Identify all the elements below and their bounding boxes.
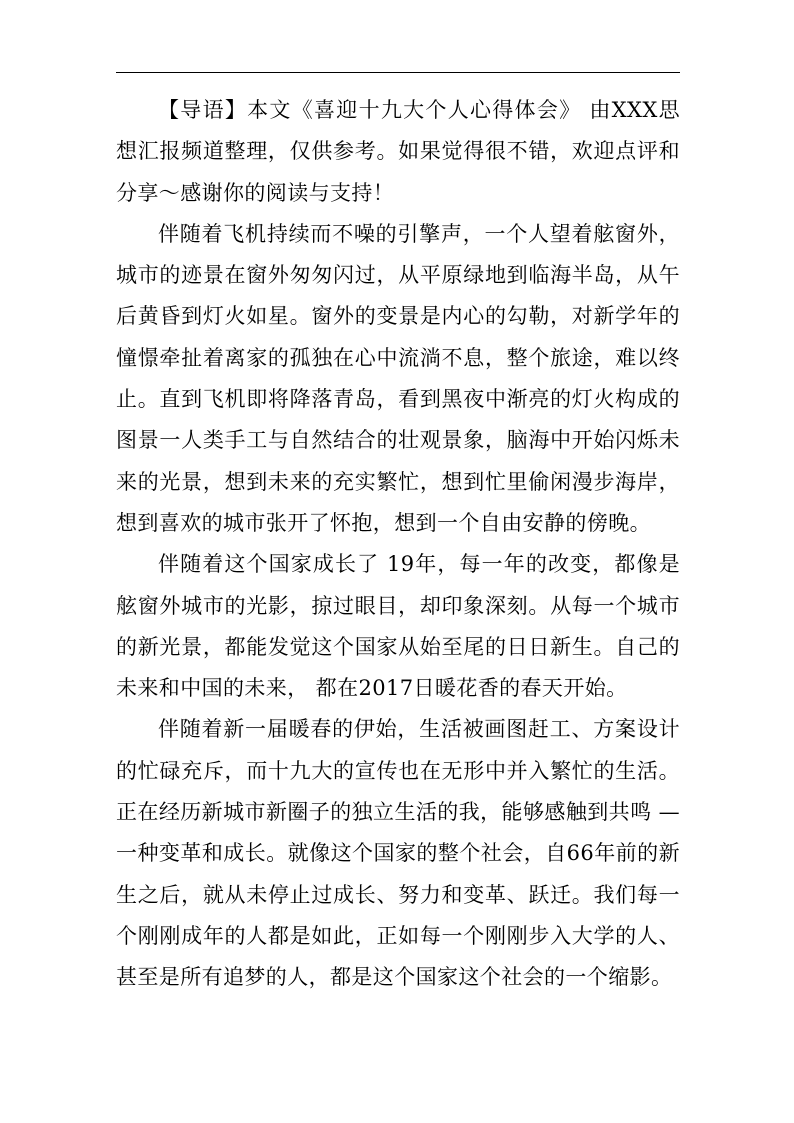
- header-rule: [116, 72, 680, 73]
- paragraph-flight: 伴随着飞机持续而不噪的引擎声，一个人望着舷窗外，城市的迹景在窗外匆匆闪过，从平原绿地到临海半岛，从午后黄昏到灯火如星。窗外的变景是内心的勾勒，对新学年的憧憬牵扯着离家的孤独在心中流淌不息，整个旅途，难以终止。直到飞机即将降落青岛，看到黑夜中渐亮的灯火构成的图景一人类手工与自然结合的壮观景象，脑海中开始闪烁未来的光景，想到未来的充实繁忙，想到忙里偷闲漫步海岸，想到喜欢的城市张开了怀抱，想到一个自由安静的傍晚。: [116, 221, 680, 535]
- paragraph-new-spring: 伴随着新一届暖春的伊始，生活被画图赶工、方案设计的忙碌充斥，而十九大的宣传也在无形中并入繁忙的生活。正在经历新城市新圈子的独立生活的我，能够感触到共鸣 —一种变革和成长。就像这个国家的整个社会，自66年前的新生之后，就从未停止过成长、努力和变革、跃迁。我们每一个刚刚成年的人都是如此，正如每一个刚刚步入大学的人、甚至是所有追梦的人，都是这个国家这个社会的一个缩影。: [116, 717, 680, 990]
- paragraph-intro: 【导语】本文《喜迎十九大个人心得体会》 由XXX思想汇报频道整理，仅供参考。如果觉得很不错，欢迎点评和分享～感谢你的阅读与支持！: [116, 98, 680, 205]
- document-body: [116, 90, 680, 999]
- paragraph-country-growth: 伴随着这个国家成长了 19年，每一年的改变，都像是舷窗外城市的光影，掠过眼目，却印象深刻。从每一个城市的新光景，都能发觉这个国家从始至尾的日日新生。自己的未来和中国的未来， 都在2017日暖花香的春天开始。: [116, 552, 680, 701]
